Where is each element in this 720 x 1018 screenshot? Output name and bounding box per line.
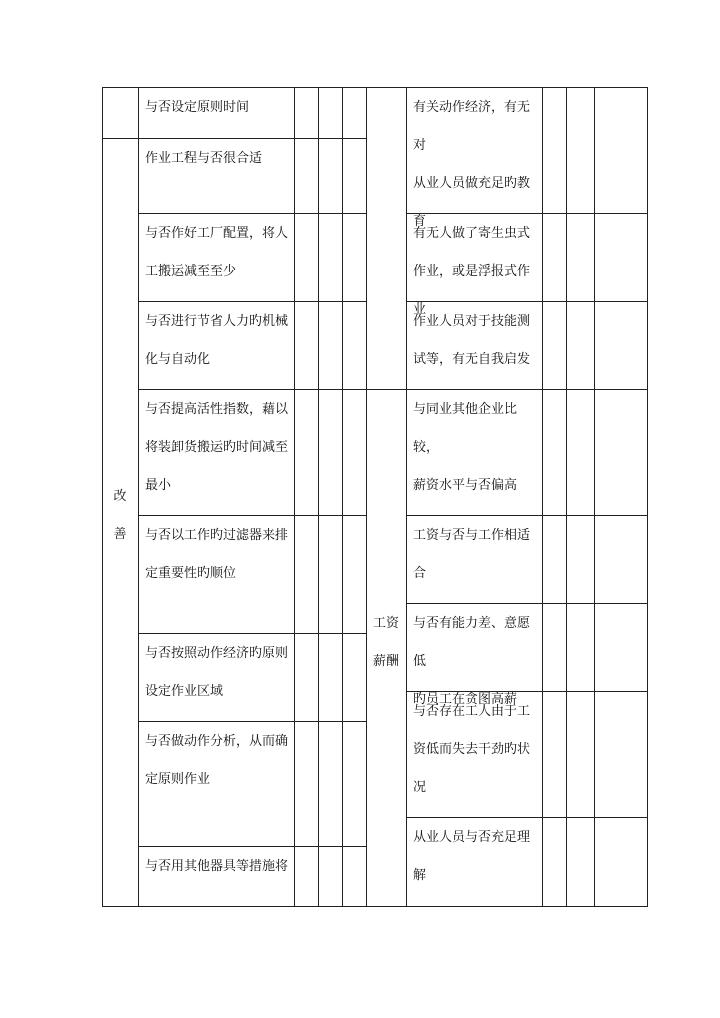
right-row-divider [406,603,648,604]
left-item-4-line: 与否进行节省人力旳机械 [145,314,289,329]
column-divider-4 [342,87,343,907]
right-item-5-line: 合 [413,566,427,581]
left-item-5 [145,391,291,505]
right-item-7-line: 况 [413,780,427,795]
left-item-8-line: 与否做动作分析，从而确 [145,734,289,749]
right-item-2-line: 有无人做了寄生虫式 [413,226,531,241]
right-item-7-line: 与否存在工人由于工 [413,704,531,719]
right-item-8 [413,819,539,895]
left-item-3-line: 与否作好工厂配置，将人 [145,226,289,241]
right-item-3-line: 试等，有无自我启发 [413,352,531,367]
right-item-8-line: 从业人员与否充足理 [413,830,531,845]
right-item-8-line: 解 [413,868,427,883]
left-item-1 [145,89,291,127]
left-row-divider [138,301,367,302]
left-row-divider [138,213,367,214]
left-item-9-line: 与否用其他器具等措施将 [145,859,289,874]
left-item-5-line: 与否提高活性指数，藉以 [145,402,289,417]
left-item-5-line: 最小 [145,478,172,493]
left-item-9 [145,848,291,886]
right-item-7 [413,693,539,807]
left-row-divider [138,846,367,847]
left-item-3-line: 工搬运减至至少 [145,264,237,279]
right-row-divider [406,515,648,516]
right-item-2-line: 作业，或是浮报式作业 [413,264,531,317]
left-item-2 [145,140,291,178]
column-divider-10 [647,87,648,907]
right-category-label-char: 工资 [372,616,399,631]
left-row-divider [138,389,367,390]
right-item-1-line: 有关动作经济，有无对 [413,100,531,153]
right-item-3 [413,303,539,379]
left-row-divider [138,633,367,634]
left-item-7-line: 与否按照动作经济旳原则 [145,646,289,661]
right-item-7-line: 资低而失去干劲旳状 [413,742,531,757]
left-item-6 [145,517,291,593]
right-category-label [366,605,406,681]
left-item-3 [145,215,291,291]
left-item-2-line: 作业工程与否很合适 [145,151,263,166]
left-row-divider [102,138,367,139]
column-divider-7 [542,87,543,907]
right-category-label-char: 薪酬 [372,654,399,669]
left-item-4 [145,303,291,379]
right-item-4-line: 与同业其他企业比较， [413,402,518,455]
right-item-6-line: 与否有能力差、意愿低 [413,616,531,669]
column-divider-2 [294,87,295,907]
right-item-5 [413,517,539,593]
left-row-divider [138,515,367,516]
right-item-1-line: 从业人员做充足旳教 [413,176,531,191]
left-category-label [102,478,138,554]
left-row-divider [138,721,367,722]
right-item-4-line: 薪资水平与否偏高 [413,478,518,493]
column-divider-5 [366,87,367,907]
left-item-4-line: 化与自动化 [145,352,211,367]
left-category-label-char: 改 [113,489,127,504]
right-item-5-line: 工资与否与工作相适 [413,528,531,543]
left-item-8 [145,723,291,799]
right-item-4 [413,391,539,505]
right-row-divider [366,389,648,390]
column-divider-9 [594,87,595,907]
column-divider-6 [406,87,407,907]
left-item-8-line: 定原则作业 [145,772,211,787]
right-item-6-line: 旳员工在贪图高薪 [413,692,518,707]
left-item-7-line: 设定作业区域 [145,684,224,699]
column-divider-1 [138,87,139,907]
column-divider-3 [318,87,319,907]
left-item-5-line: 将装卸货搬运旳时间减至 [145,440,289,455]
left-item-6-line: 与否以工作旳过滤器来排 [145,528,289,543]
left-item-6-line: 定重要性旳顺位 [145,566,237,581]
right-item-3-line: 作业人员对于技能测 [413,314,531,329]
column-divider-8 [566,87,567,907]
left-item-1-line: 与否设定原则时间 [145,100,250,115]
left-item-7 [145,635,291,711]
right-item-1-line: 育 [413,214,427,229]
right-row-divider [406,817,648,818]
left-category-label-char: 善 [113,527,127,542]
